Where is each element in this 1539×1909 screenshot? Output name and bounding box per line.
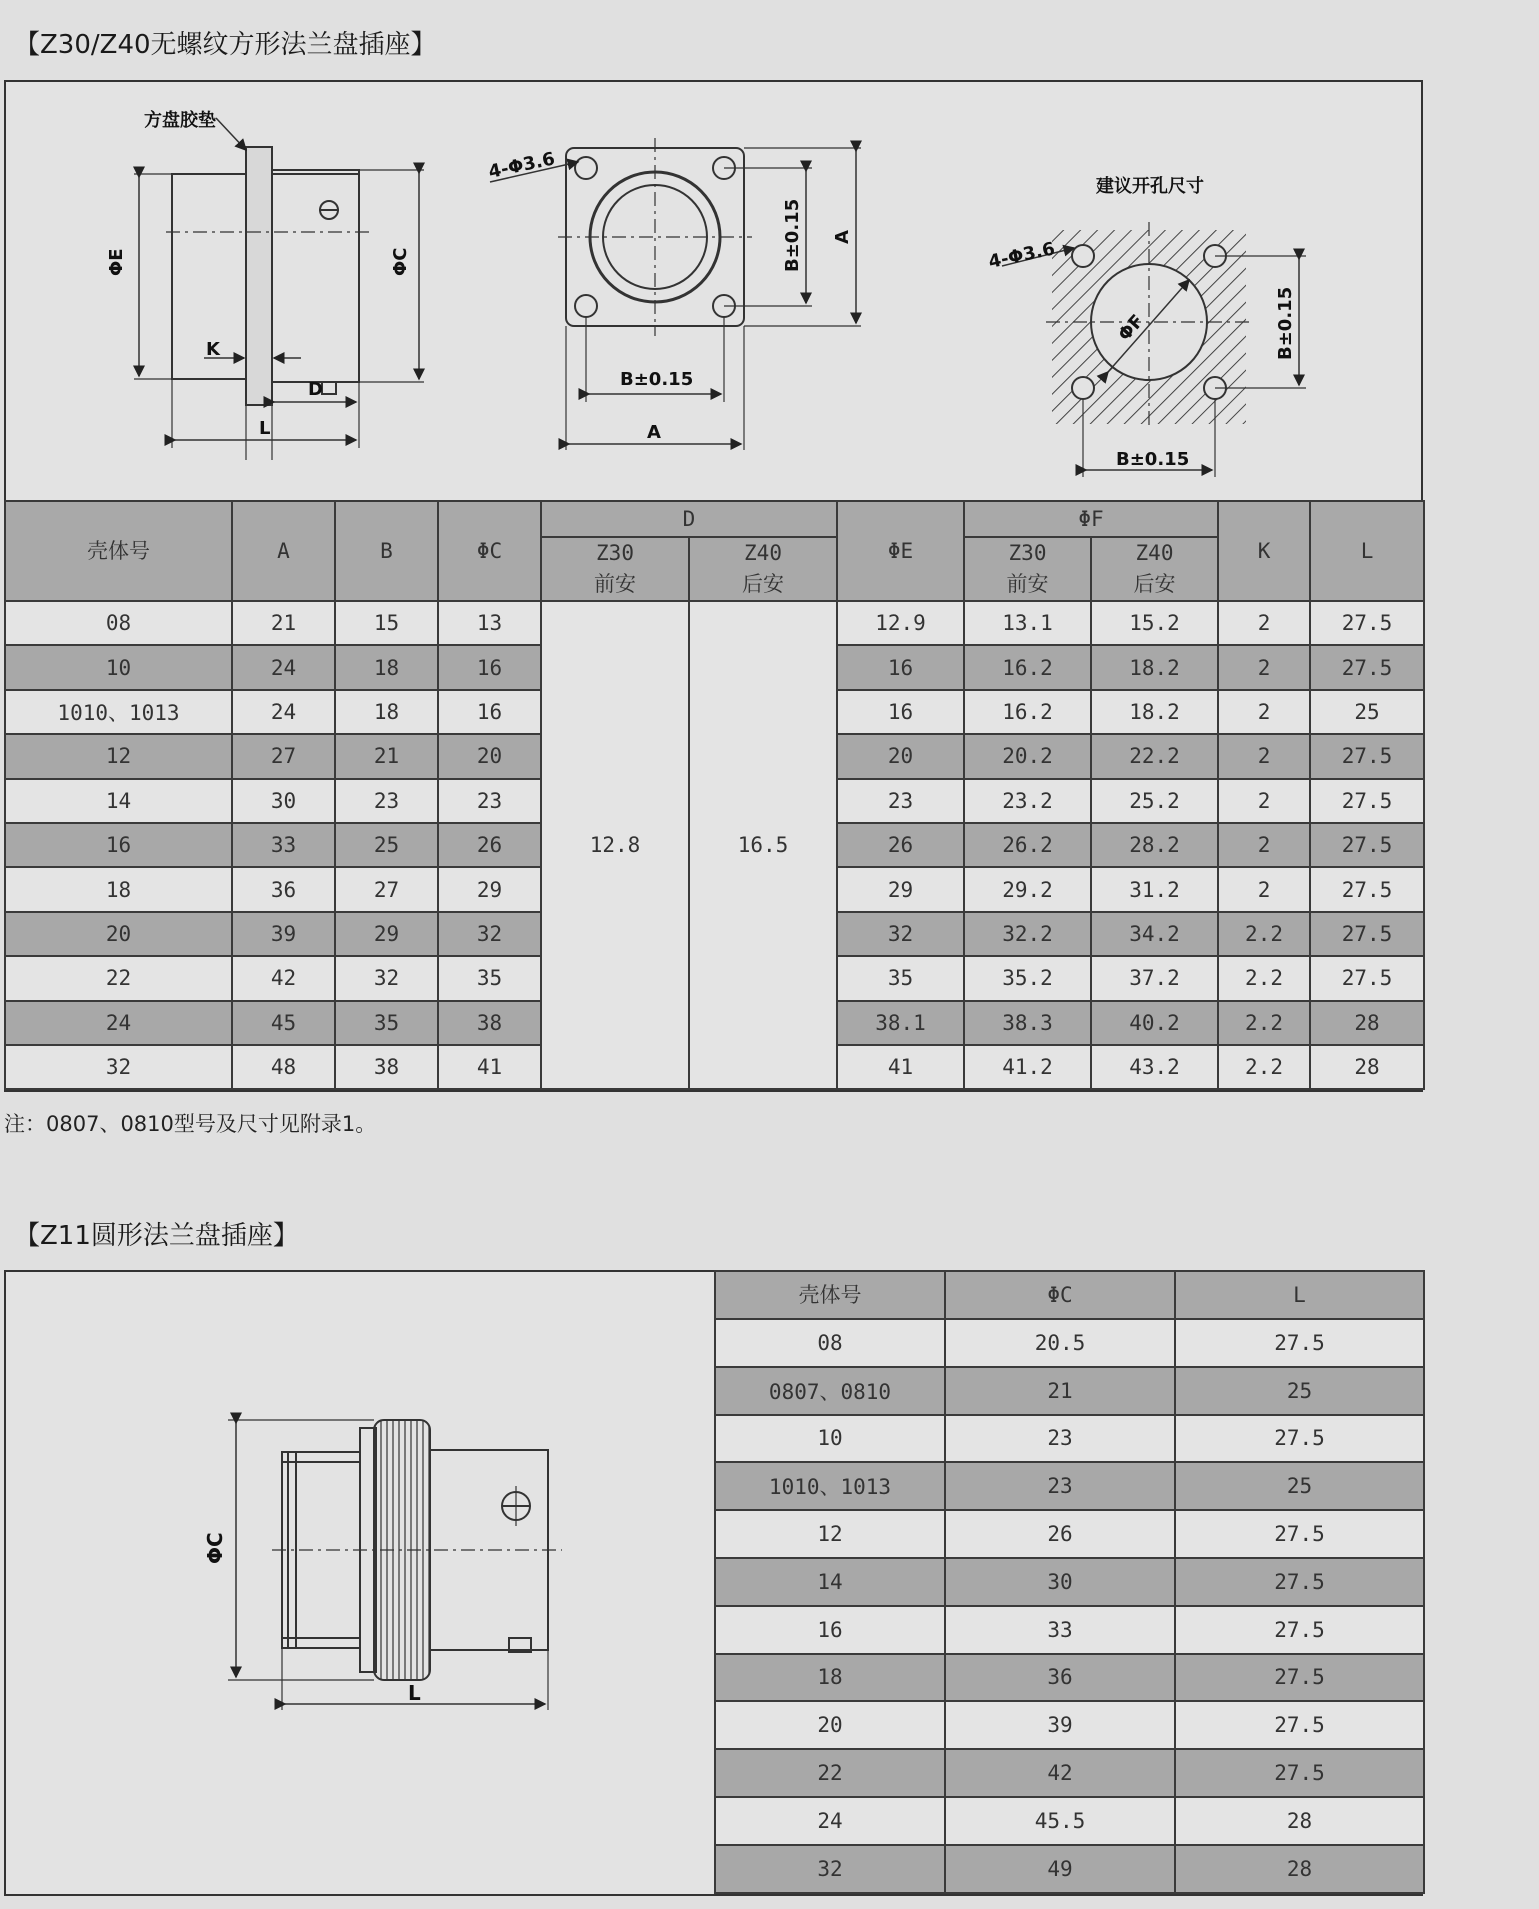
col-B: B (335, 501, 438, 601)
cell-F-z40: 15.2 (1091, 601, 1218, 645)
cell-shell: 16 (715, 1606, 945, 1654)
col2-shell: 壳体号 (715, 1271, 945, 1319)
cell-phiC: 20.5 (945, 1319, 1175, 1367)
cell-phiC: 16 (438, 690, 541, 734)
cell-phiC: 23 (945, 1415, 1175, 1463)
cell-phiC: 26 (945, 1510, 1175, 1558)
col2-L: L (1175, 1271, 1424, 1319)
cell-shell: 22 (5, 956, 232, 1000)
cell-B: 23 (335, 779, 438, 823)
cell-phiC: 33 (945, 1606, 1175, 1654)
cell-L: 27.5 (1310, 734, 1424, 778)
cell-phiE: 23 (837, 779, 964, 823)
cell-L: 27.5 (1175, 1749, 1424, 1797)
cell-B: 32 (335, 956, 438, 1000)
table-row (715, 1749, 1424, 1797)
col-D: D (541, 501, 837, 537)
cell-K: 2 (1218, 645, 1310, 689)
cell-A: 24 (232, 690, 335, 734)
col-D-z30: Z30 前安 (541, 537, 689, 601)
cell-B: 25 (335, 823, 438, 867)
section2-drawing (6, 1272, 714, 1894)
note: 注：0807、0810型号及尺寸见附录1。 (4, 1112, 377, 1136)
cell-K: 2 (1218, 690, 1310, 734)
cell-shell: 20 (715, 1701, 945, 1749)
cell-phiE: 26 (837, 823, 964, 867)
cell-L: 27.5 (1175, 1558, 1424, 1606)
cell-phiE: 38.1 (837, 1001, 964, 1045)
cell-K: 2 (1218, 734, 1310, 778)
cell-A: 24 (232, 645, 335, 689)
round-flange-view (228, 1420, 562, 1710)
table-row (715, 1510, 1424, 1558)
cell-phiC: 36 (945, 1654, 1175, 1702)
cell-F-z40: 22.2 (1091, 734, 1218, 778)
cell-F-z30: 32.2 (964, 912, 1091, 956)
cell-L: 27.5 (1310, 823, 1424, 867)
dim-phiC-label: ΦC (390, 247, 411, 276)
cell-shell: 16 (5, 823, 232, 867)
cell-F-z30: 20.2 (964, 734, 1091, 778)
cell-phiC: 21 (945, 1367, 1175, 1415)
cell-L: 27.5 (1175, 1319, 1424, 1367)
cell-L: 27.5 (1175, 1654, 1424, 1702)
cell-F-z30: 38.3 (964, 1001, 1091, 1045)
cell-K: 2.2 (1218, 1001, 1310, 1045)
cell-shell: 0807、0810 (715, 1367, 945, 1415)
cell-phiC: 23 (438, 779, 541, 823)
dim-L-label: L (259, 418, 271, 439)
table-row (715, 1654, 1424, 1702)
col-phiC: ΦC (438, 501, 541, 601)
cutout-phiF-label: ΦF (1114, 310, 1149, 346)
table-row (715, 1797, 1424, 1845)
cell-shell: 32 (5, 1045, 232, 1089)
cell-L: 27.5 (1175, 1415, 1424, 1463)
table-row (715, 1415, 1424, 1463)
cell-phiC: 26 (438, 823, 541, 867)
cell-phiC: 32 (438, 912, 541, 956)
dim-D-label: D (308, 379, 323, 400)
cutout-hole-label: 4-Φ3.6 (986, 238, 1057, 273)
table-row (715, 1319, 1424, 1367)
cell-A: 39 (232, 912, 335, 956)
cell-shell: 24 (715, 1797, 945, 1845)
cell-L: 27.5 (1175, 1701, 1424, 1749)
cell-F-z30: 41.2 (964, 1045, 1091, 1089)
table-row (715, 1606, 1424, 1654)
hole-label: 4-Φ3.6 (486, 148, 557, 183)
col-phiF: ΦF (964, 501, 1218, 537)
cell-F-z30: 26.2 (964, 823, 1091, 867)
cell-L: 27.5 (1175, 1606, 1424, 1654)
cell-phiE: 32 (837, 912, 964, 956)
cell-phiC: 38 (438, 1001, 541, 1045)
cell-phiC: 39 (945, 1701, 1175, 1749)
cell-F-z30: 29.2 (964, 867, 1091, 911)
cell-phiE: 29 (837, 867, 964, 911)
cell-phiC: 42 (945, 1749, 1175, 1797)
cell-B: 18 (335, 690, 438, 734)
section1-title: 【Z30/Z40无螺纹方形法兰盘插座】 (14, 30, 437, 60)
cell-F-z40: 25.2 (1091, 779, 1218, 823)
cell-A: 30 (232, 779, 335, 823)
table-row (5, 601, 1424, 645)
table-row (715, 1701, 1424, 1749)
cell-F-z30: 16.2 (964, 645, 1091, 689)
cell-K: 2.2 (1218, 956, 1310, 1000)
cell-phiE: 35 (837, 956, 964, 1000)
cell-L: 27.5 (1310, 601, 1424, 645)
col-phiE: ΦE (837, 501, 964, 601)
section1-table (4, 500, 1425, 1090)
cell-L: 25 (1175, 1367, 1424, 1415)
cell-A: 27 (232, 734, 335, 778)
cell-L: 25 (1310, 690, 1424, 734)
cell-L: 28 (1310, 1001, 1424, 1045)
section2-title: 【Z11圆形法兰盘插座】 (14, 1221, 299, 1251)
cell-B: 21 (335, 734, 438, 778)
cell-B: 35 (335, 1001, 438, 1045)
front-view (490, 138, 861, 450)
cell-shell: 14 (715, 1558, 945, 1606)
cell-A: 33 (232, 823, 335, 867)
cell-F-z40: 37.2 (1091, 956, 1218, 1000)
cell-B: 29 (335, 912, 438, 956)
cell-phiE: 12.9 (837, 601, 964, 645)
cell-F-z40: 28.2 (1091, 823, 1218, 867)
cell-phiC: 20 (438, 734, 541, 778)
section1-drawing (6, 82, 1421, 500)
cell-B: 38 (335, 1045, 438, 1089)
cutout-B-vertical-label: B±0.15 (1275, 286, 1296, 360)
cell-A: 21 (232, 601, 335, 645)
cell-F-z40: 34.2 (1091, 912, 1218, 956)
cell-shell: 08 (5, 601, 232, 645)
cell-phiC: 29 (438, 867, 541, 911)
cell-A: 42 (232, 956, 335, 1000)
cell-phiC: 35 (438, 956, 541, 1000)
cell-shell: 22 (715, 1749, 945, 1797)
cell-shell: 1010、1013 (5, 690, 232, 734)
col-F-z40: Z40 后安 (1091, 537, 1218, 601)
dim-B-vertical-label: B±0.15 (782, 198, 803, 272)
cell-L: 27.5 (1310, 956, 1424, 1000)
cell-K: 2 (1218, 779, 1310, 823)
cell-shell: 10 (5, 645, 232, 689)
dim-B-horizontal-label: B±0.15 (620, 369, 694, 390)
table-row (715, 1462, 1424, 1510)
cell-L: 27.5 (1310, 779, 1424, 823)
table-row (715, 1367, 1424, 1415)
cell-K: 2 (1218, 823, 1310, 867)
cell-shell: 20 (5, 912, 232, 956)
cell-shell: 08 (715, 1319, 945, 1367)
cell-F-z30: 13.1 (964, 601, 1091, 645)
cell-shell: 12 (715, 1510, 945, 1558)
cell-phiE: 16 (837, 690, 964, 734)
cell-phiC: 16 (438, 645, 541, 689)
table-row (715, 1845, 1424, 1893)
gasket-label: 方盘胶垫 (144, 110, 216, 131)
col-K: K (1218, 501, 1310, 601)
cell-A: 48 (232, 1045, 335, 1089)
cell-K: 2 (1218, 867, 1310, 911)
col2-phiC: ΦC (945, 1271, 1175, 1319)
cell-K: 2.2 (1218, 1045, 1310, 1089)
cell-shell: 18 (5, 867, 232, 911)
cell-phiE: 16 (837, 645, 964, 689)
cell-shell: 10 (715, 1415, 945, 1463)
cell-phiE: 20 (837, 734, 964, 778)
cell-phiC: 45.5 (945, 1797, 1175, 1845)
cell-L: 28 (1310, 1045, 1424, 1089)
cell-phiC: 23 (945, 1462, 1175, 1510)
dim-phiC-label-2: ΦC (203, 1532, 227, 1564)
cell-F-z40: 18.2 (1091, 645, 1218, 689)
cell-shell: 1010、1013 (715, 1462, 945, 1510)
section2-table (714, 1270, 1425, 1894)
cell-shell: 12 (5, 734, 232, 778)
cell-F-z40: 43.2 (1091, 1045, 1218, 1089)
cell-B: 27 (335, 867, 438, 911)
col-A: A (232, 501, 335, 601)
cell-B: 18 (335, 645, 438, 689)
cell-shell: 24 (5, 1001, 232, 1045)
cell-shell: 14 (5, 779, 232, 823)
cell-L: 27.5 (1310, 867, 1424, 911)
cell-K: 2.2 (1218, 912, 1310, 956)
cell-F-z30: 23.2 (964, 779, 1091, 823)
cell-D-z40: 16.5 (689, 601, 837, 1089)
cell-F-z40: 31.2 (1091, 867, 1218, 911)
cell-L: 28 (1175, 1797, 1424, 1845)
cell-D-z30: 12.8 (541, 601, 689, 1089)
cell-phiC: 41 (438, 1045, 541, 1089)
cell-L: 27.5 (1175, 1510, 1424, 1558)
cell-A: 45 (232, 1001, 335, 1045)
col-F-z30: Z30 前安 (964, 537, 1091, 601)
cell-L: 25 (1175, 1462, 1424, 1510)
cell-phiC: 13 (438, 601, 541, 645)
cutout-title: 建议开孔尺寸 (1096, 176, 1204, 197)
cell-shell: 18 (715, 1654, 945, 1702)
cell-phiC: 49 (945, 1845, 1175, 1893)
col-D-z40: Z40 后安 (689, 537, 837, 601)
cell-phiC: 30 (945, 1558, 1175, 1606)
cell-L: 27.5 (1310, 645, 1424, 689)
cell-B: 15 (335, 601, 438, 645)
dim-phiE-label: ΦE (106, 248, 127, 276)
cell-L: 28 (1175, 1845, 1424, 1893)
dim-A-vertical-label: A (832, 230, 853, 244)
dim-A-horizontal-label: A (647, 422, 661, 443)
cell-F-z40: 18.2 (1091, 690, 1218, 734)
cell-F-z40: 40.2 (1091, 1001, 1218, 1045)
cutout-B-horizontal-label: B±0.15 (1116, 449, 1190, 470)
cell-A: 36 (232, 867, 335, 911)
col-shell: 壳体号 (5, 501, 232, 601)
cell-F-z30: 16.2 (964, 690, 1091, 734)
cell-F-z30: 35.2 (964, 956, 1091, 1000)
side-view (134, 118, 424, 460)
dim-K-label: K (206, 339, 220, 360)
table-row (715, 1558, 1424, 1606)
cell-phiE: 41 (837, 1045, 964, 1089)
cell-L: 27.5 (1310, 912, 1424, 956)
col-L: L (1310, 501, 1424, 601)
cell-shell: 32 (715, 1845, 945, 1893)
dim-L-label-2: L (408, 1681, 421, 1705)
cell-K: 2 (1218, 601, 1310, 645)
